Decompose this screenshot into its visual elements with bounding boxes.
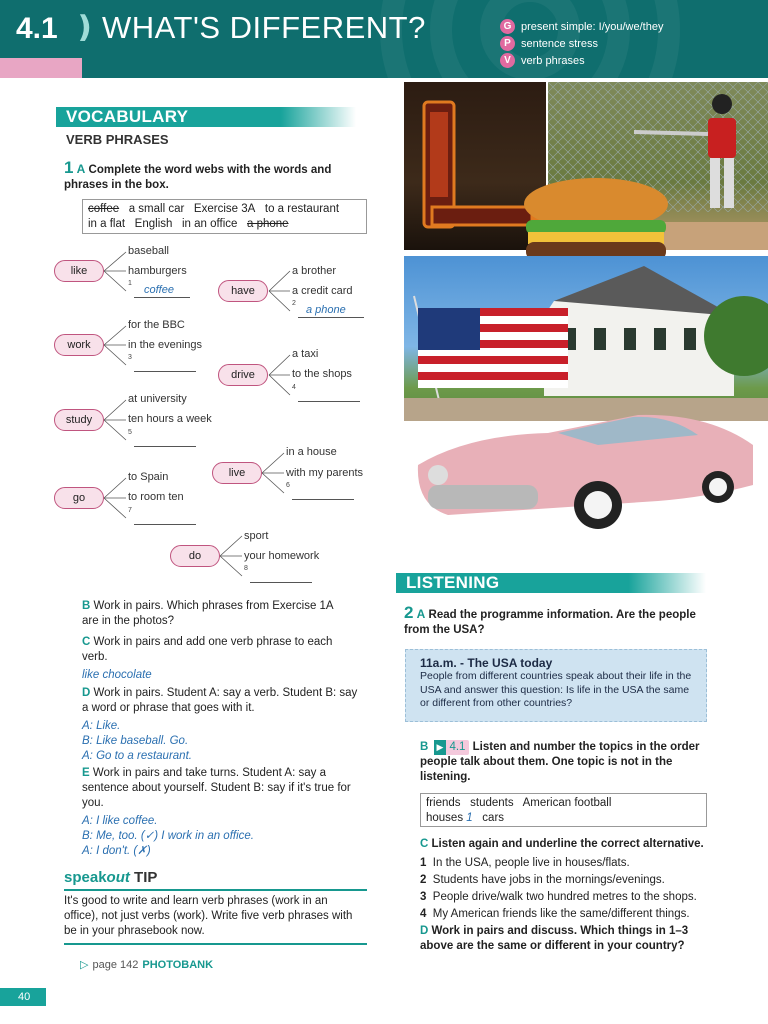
unit-title: WHAT'S DIFFERENT? (102, 10, 426, 45)
web-leaf: to room ten (128, 491, 184, 503)
tip-bottom-rule (64, 943, 367, 945)
exercise-1e: E Work in pairs and take turns. Student A: say a sentence about yourself. Student B: say if it's true for you. (82, 767, 351, 809)
exercise-2a: 2 A Read the programme information. Are the people from the USA? (404, 603, 696, 636)
header-accent-bar (0, 58, 82, 78)
web-leaf: for the BBC (128, 319, 185, 331)
web-leaf: with my parents (286, 467, 364, 479)
web-leaf: at university (128, 393, 187, 405)
listening-band: LISTENING (396, 573, 706, 593)
speakout-tip-heading: speakout TIP (64, 869, 158, 886)
web-blank-2[interactable]: 2 a phone (298, 304, 364, 318)
web-leaf: a taxi (292, 348, 319, 360)
web-leaf: a brother (292, 265, 337, 277)
exercise-1e-dialog: A: I like coffee. B: Me, too. (✓) I work in an office. A: I don't. (✗) (82, 815, 254, 857)
programme-title: 11a.m. - The USA today (420, 656, 553, 670)
web-node-like: like (54, 260, 104, 282)
web-node-study: study (54, 409, 104, 431)
web-node-work: work (54, 334, 104, 356)
programme-text: People from different countries speak about their life in the USA and answer this question: Is life in the USA the same or different from other countries? (420, 670, 692, 709)
exercise-2d: D Work in pairs and discuss. Which things in 1–3 above are the same or different in your country? (420, 925, 689, 952)
web-leaf: to Spain (128, 471, 169, 483)
photobank-link[interactable]: ▷ page 142 PHOTOBANK (80, 958, 214, 971)
web-node-live: live (212, 462, 262, 484)
grammar-item: G present simple: I/you/we/they (500, 19, 663, 34)
web-node-do: do (170, 545, 220, 567)
flag-house-photo (404, 256, 768, 421)
vocab-subtitle: VERB PHRASES (66, 132, 169, 147)
web-leaf: a credit card (292, 285, 353, 297)
web-node-have: have (218, 280, 268, 302)
play-icon: ▶ (434, 740, 447, 755)
list-item: 2 Students have jobs in the mornings/evenings. (420, 874, 665, 886)
exercise-1d-dialog: A: Like. B: Like baseball. Go. A: Go to a restaurant. (82, 720, 192, 762)
exercise-1b: B Work in pairs. Which phrases from Exercise 1A are in the photos? (82, 600, 333, 627)
web-blank-1[interactable]: 1 coffee (134, 284, 190, 298)
audio-arrow-icon: ❫ (72, 11, 98, 44)
list-item: 4 My American friends like the same/different things. (420, 908, 690, 920)
audio-track-button[interactable]: ▶ 4.1 (434, 740, 470, 755)
vocabulary-band: VOCABULARY (56, 107, 356, 127)
exercise-1a: 1 A Complete the word webs with the words and phrases in the box. (64, 158, 332, 191)
web-leaf: sport (244, 530, 269, 542)
web-blank-6[interactable]: 6 (292, 486, 354, 500)
exercise-1c: C Work in pairs and add one verb phrase to each verb. (82, 636, 333, 663)
web-leaf: in a house (286, 446, 337, 458)
programme-info-box (405, 649, 707, 722)
page-number: 40 (0, 988, 46, 1006)
tip-top-rule (64, 889, 367, 891)
pink-cadillac-photo (408, 405, 756, 545)
exercise-1c-example: like chocolate (82, 669, 152, 681)
web-node-drive: drive (218, 364, 268, 386)
web-leaf: ten hours a week (128, 413, 212, 425)
play-arrow-icon: ▷ (80, 959, 89, 971)
exercise-2c: C Listen again and underline the correct alternative. (420, 838, 704, 850)
vocabulary-item: V verb phrases (500, 53, 585, 68)
web-leaf: your homework (244, 550, 320, 562)
web-blank-4[interactable]: 4 (298, 388, 360, 402)
web-leaf: in the evenings (128, 339, 202, 351)
web-leaf: hamburgers (128, 265, 187, 277)
web-leaf: to the shops (292, 368, 352, 380)
web-blank-3[interactable]: 3 (134, 358, 196, 372)
exercise-1d: D Work in pairs. Student A: say a verb. Student B: say a word or phrase that goes with it. (82, 687, 358, 714)
exercise-2c-items (420, 855, 720, 923)
web-node-go: go (54, 487, 104, 509)
topics-box: friends students American football houses 1 cars (420, 793, 707, 827)
web-blank-8[interactable]: 8 (250, 569, 312, 583)
web-leaf: baseball (128, 245, 169, 257)
web-blank-7[interactable]: 7 (134, 511, 196, 525)
word-box: coffee a small car Exercise 3A to a restaurant in a flat English in an office a phone (82, 199, 367, 234)
list-item: 3 People drive/walk two hundred metres to the shops. (420, 891, 697, 903)
web-blank-5[interactable]: 5 (134, 433, 196, 447)
list-item: 1 In the USA, people live in houses/flats. (420, 857, 630, 869)
exercise-2b: B ▶ 4.1 Listen and number the topics in the order people talk about them. One topic is not in the listening. (420, 741, 700, 783)
pronunciation-item: P sentence stress (500, 36, 598, 51)
tip-text: It's good to write and learn verb phrases (work in an office), not just verbs (work). Write five verb phrases with be in your phrasebook now. (64, 895, 353, 937)
unit-number: 4.1 (16, 12, 58, 45)
